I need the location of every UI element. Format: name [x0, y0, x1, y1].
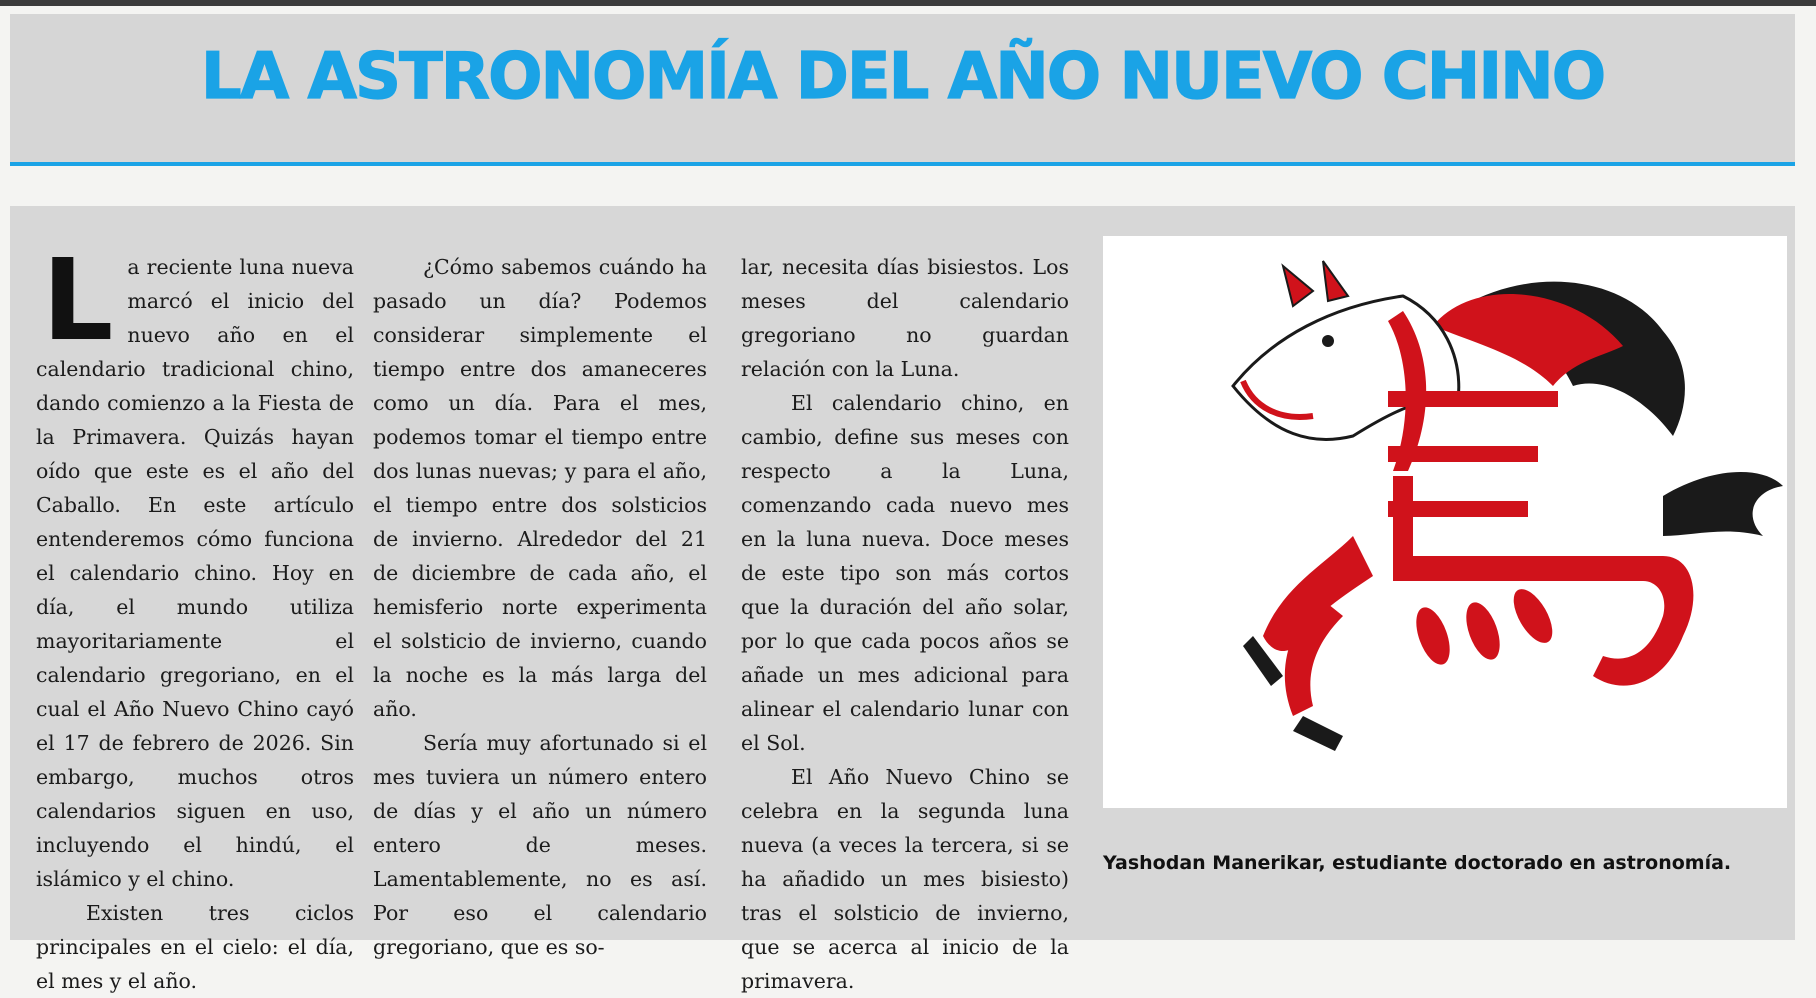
top-photo-strip — [0, 0, 1816, 6]
article-title: LA ASTRONOMÍA DEL AÑO NUEVO CHINO — [200, 40, 1605, 114]
column-1-paragraph-1: a reciente luna nueva marcó el inicio del nuevo año en el calendario tradicional chino, dando comienzo a la Fiesta de la Primavera. Quizás hayan oído que este es el año del Caballo. En este artículo entenderemos cómo funciona el calendario chino. Hoy en día, el mundo utiliza mayoritariamente el calendario gregoriano, en el cual el Año Nuevo Chino cayó el 17 de febrero de 2026. Sin embargo, muchos otros calendarios siguen en uso, incluyendo el hindú, el islámico y el chino. — [36, 255, 354, 891]
article-column-3 — [741, 250, 1069, 998]
column-2-paragraph-1: ¿Cómo sabemos cuándo ha pasado un día? Podemos considerar simplemente el tiempo entre dos amaneceres como un día. Para el mes, podemos tomar el tiempo entre dos lunas nuevas; y para el año, el tiempo entre dos solsticios de invierno. Alrededor del 21 de diciembre de cada año, el hemisferio norte experimenta el solsticio de invierno, cuando la noche es la más larga del año. — [373, 255, 707, 721]
header-panel — [10, 14, 1795, 166]
article-column-2 — [373, 250, 707, 964]
horse-calligraphy-icon — [1103, 236, 1787, 808]
article-column-1 — [36, 236, 354, 998]
image-caption: Yashodan Manerikar, estudiante doctorado en astronomía. — [1103, 852, 1732, 874]
column-2-paragraph-2: Sería muy afortunado si el mes tuviera un número entero de días y el año un número entero de meses. Lamentablemente, no es así. Por eso el calendario gregoriano, que es so- — [373, 731, 707, 959]
section-gutter — [0, 166, 1816, 206]
horse-illustration — [1103, 236, 1787, 808]
column-3-paragraph-3: El Año Nuevo Chino se celebra en la segunda luna nueva (a veces la tercera, si se ha añadido un mes bisiesto) tras el solsticio de invierno, que se acerca al inicio de la primavera. — [741, 765, 1069, 993]
column-3-paragraph-1: lar, necesita días bisiestos. Los meses del calendario gregoriano no guardan relación con la Luna. — [741, 255, 1069, 381]
column-1-paragraph-2: Existen tres ciclos principales en el cielo: el día, el mes y el año. — [36, 901, 354, 993]
column-3-paragraph-2: El calendario chino, en cambio, define sus meses con respecto a la Luna, comenzando cada nuevo mes en la luna nueva. Doce meses de este tipo son más cortos que la duración del año solar, por lo que cada pocos años se añade un mes adicional para alinear el calendario lunar con el Sol. — [741, 391, 1069, 755]
drop-cap: L — [42, 236, 114, 366]
